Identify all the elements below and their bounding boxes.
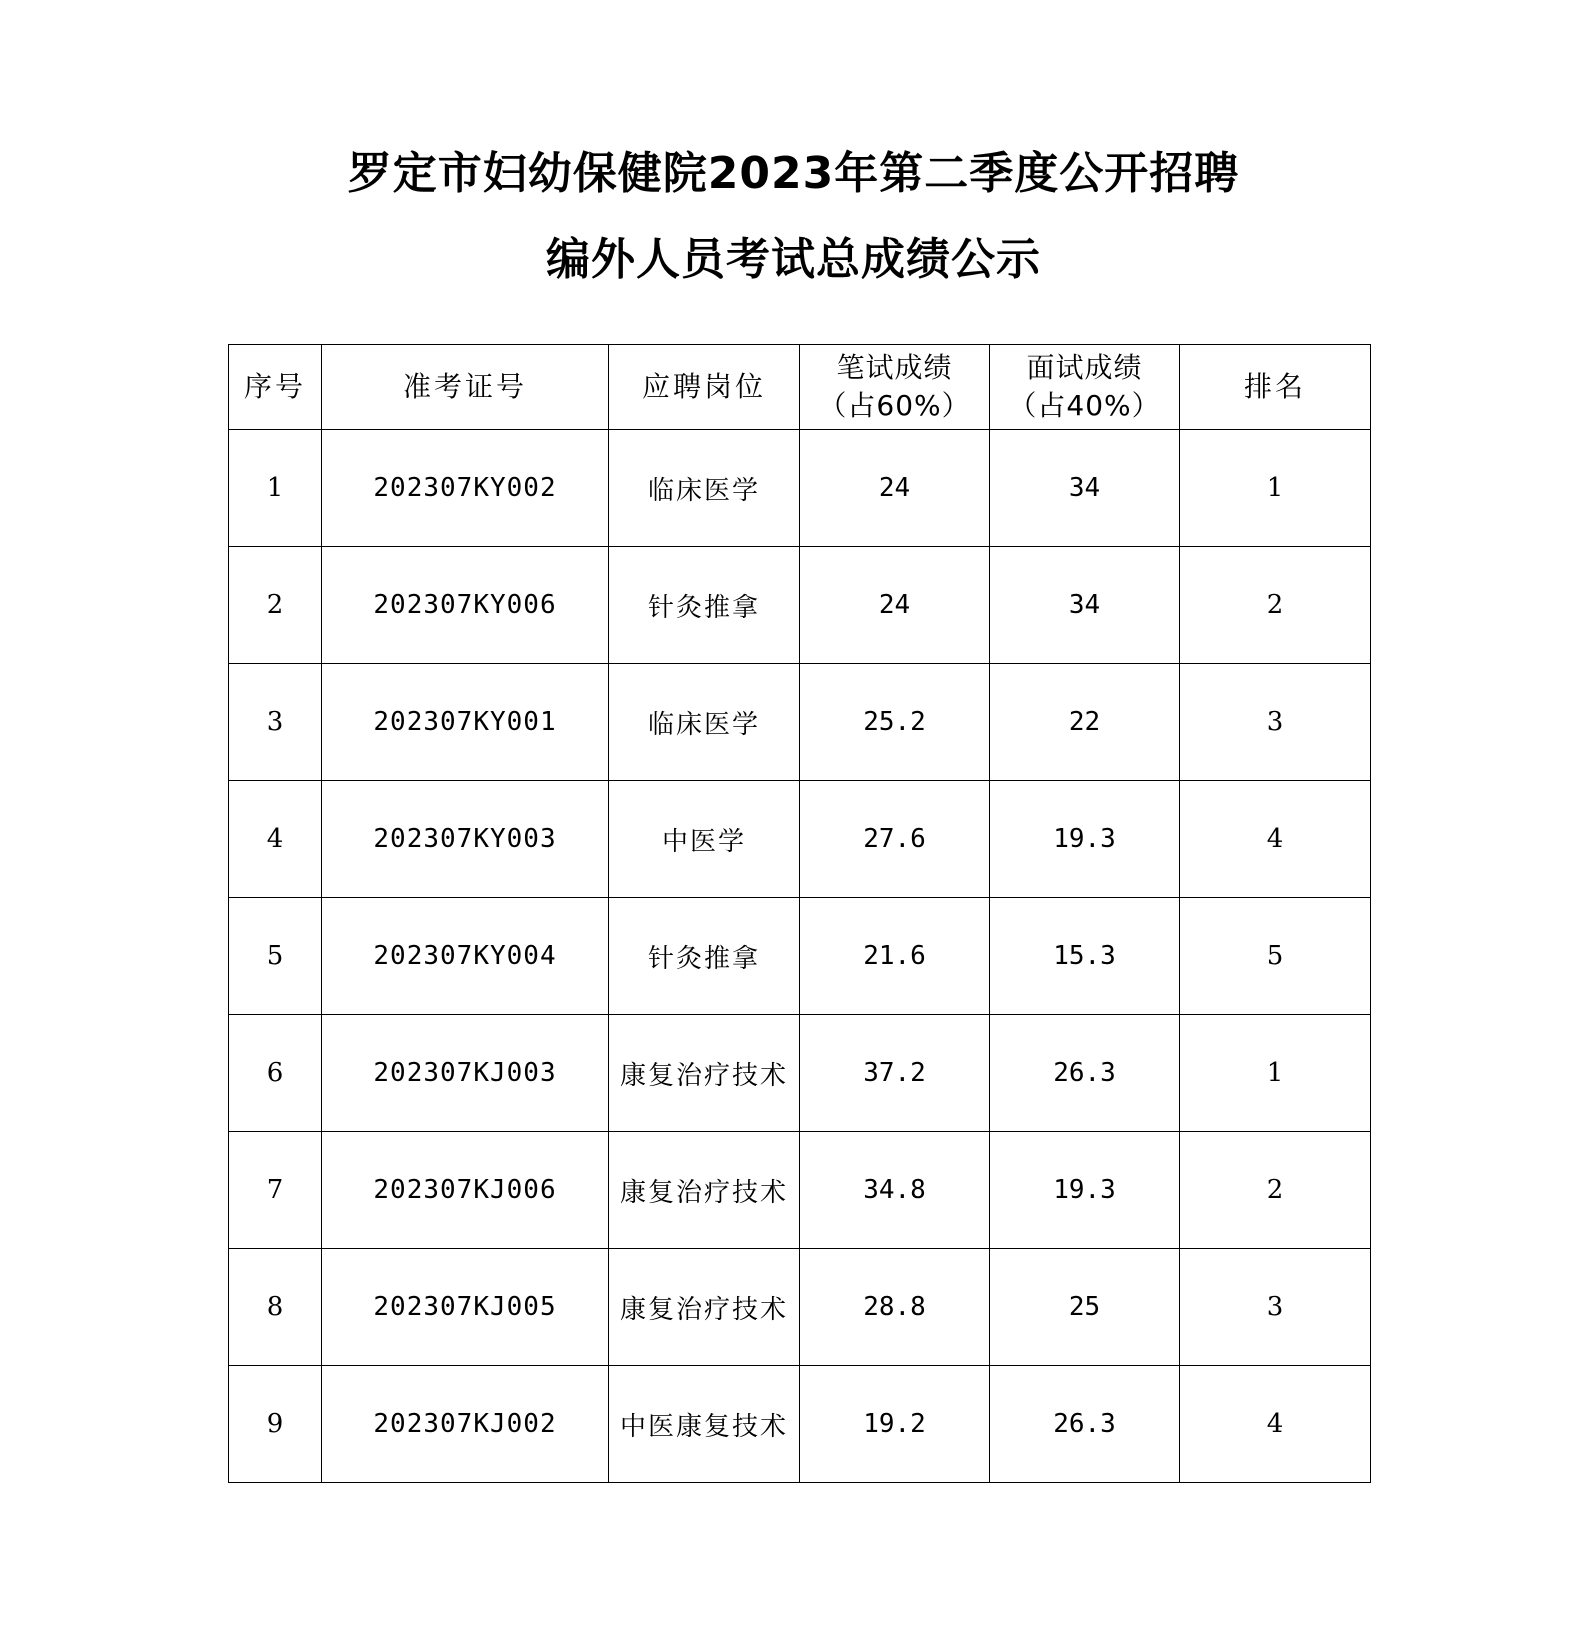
cell-interview-score: 15.3 [990,898,1180,1015]
cell-position: 针灸推拿 [609,898,800,1015]
document-title-line2: 编外人员考试总成绩公示 [546,234,1041,285]
cell-seq: 6 [229,1015,322,1132]
cell-written-score: 21.6 [800,898,990,1015]
header-row [229,345,1371,430]
cell-exam-id: 202307KJ003 [322,1015,609,1132]
cell-seq: 4 [229,781,322,898]
cell-written-score: 34.8 [800,1132,990,1249]
document-title-line1: 罗定市妇幼保健院2023年第二季度公开招聘 [347,148,1240,199]
cell-exam-id: 202307KY003 [322,781,609,898]
table-row [229,664,1371,781]
header-interview-weight: （占40%） [1008,389,1161,422]
cell-seq: 5 [229,898,322,1015]
header-written-score [800,345,990,430]
table-row [229,1132,1371,1249]
cell-seq: 2 [229,547,322,664]
cell-position: 针灸推拿 [609,547,800,664]
cell-interview-score: 19.3 [990,1132,1180,1249]
cell-interview-score: 34 [990,547,1180,664]
cell-exam-id: 202307KJ002 [322,1366,609,1483]
results-table [228,344,1371,1483]
header-interview-score [990,345,1180,430]
cell-rank: 1 [1180,430,1371,547]
cell-interview-score: 22 [990,664,1180,781]
cell-rank: 4 [1180,781,1371,898]
cell-rank: 3 [1180,664,1371,781]
cell-seq: 3 [229,664,322,781]
cell-exam-id: 202307KY006 [322,547,609,664]
cell-exam-id: 202307KJ005 [322,1249,609,1366]
cell-interview-score: 26.3 [990,1366,1180,1483]
table-body [229,430,1371,1483]
cell-exam-id: 202307KY004 [322,898,609,1015]
cell-interview-score: 25 [990,1249,1180,1366]
cell-rank: 4 [1180,1366,1371,1483]
cell-position: 康复治疗技术 [609,1132,800,1249]
cell-rank: 2 [1180,1132,1371,1249]
header-written-weight: （占60%） [818,389,971,422]
table-row [229,1015,1371,1132]
cell-seq: 8 [229,1249,322,1366]
table-header [229,345,1371,430]
header-seq: 序号 [229,345,322,430]
table-row [229,898,1371,1015]
header-exam-id: 准考证号 [322,345,609,430]
cell-seq: 9 [229,1366,322,1483]
cell-written-score: 37.2 [800,1015,990,1132]
cell-seq: 1 [229,430,322,547]
cell-written-score: 27.6 [800,781,990,898]
table-row [229,781,1371,898]
cell-position: 康复治疗技术 [609,1015,800,1132]
cell-exam-id: 202307KJ006 [322,1132,609,1249]
cell-interview-score: 34 [990,430,1180,547]
cell-written-score: 25.2 [800,664,990,781]
cell-seq: 7 [229,1132,322,1249]
table-row [229,1249,1371,1366]
cell-position: 康复治疗技术 [609,1249,800,1366]
header-rank: 排名 [1180,345,1371,430]
cell-exam-id: 202307KY002 [322,430,609,547]
cell-rank: 2 [1180,547,1371,664]
cell-position: 临床医学 [609,430,800,547]
cell-interview-score: 26.3 [990,1015,1180,1132]
cell-rank: 1 [1180,1015,1371,1132]
cell-written-score: 28.8 [800,1249,990,1366]
cell-position: 中医康复技术 [609,1366,800,1483]
cell-interview-score: 19.3 [990,781,1180,898]
cell-written-score: 24 [800,547,990,664]
header-written-label: 笔试成绩 [836,351,953,385]
cell-written-score: 24 [800,430,990,547]
table-row [229,547,1371,664]
cell-rank: 5 [1180,898,1371,1015]
header-interview-label: 面试成绩 [1026,351,1143,385]
table-row [229,430,1371,547]
table-row [229,1366,1371,1483]
cell-exam-id: 202307KY001 [322,664,609,781]
cell-position: 中医学 [609,781,800,898]
header-position: 应聘岗位 [609,345,800,430]
cell-written-score: 19.2 [800,1366,990,1483]
cell-rank: 3 [1180,1249,1371,1366]
cell-position: 临床医学 [609,664,800,781]
